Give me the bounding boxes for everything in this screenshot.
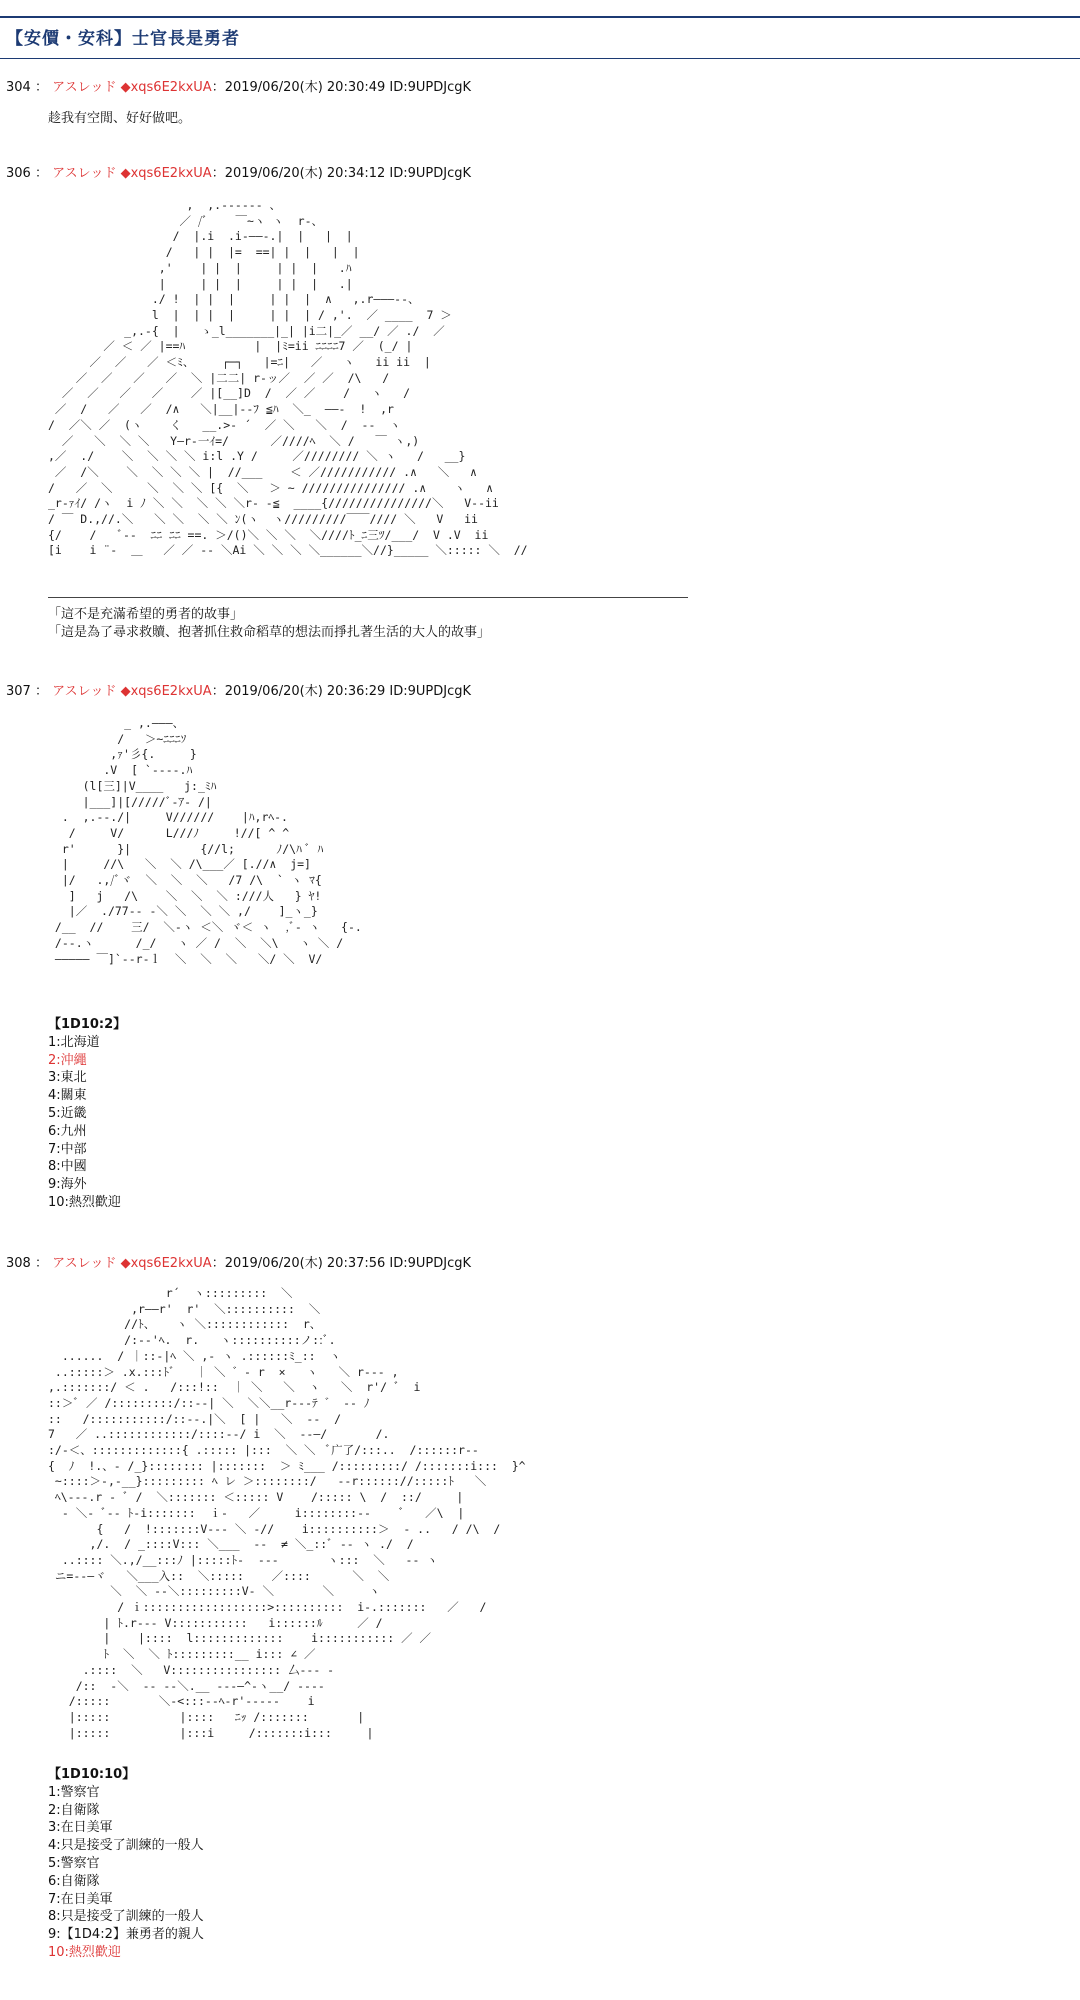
thread-title: 【安價・安科】士官長是勇者: [6, 29, 240, 49]
dice-result: 【1D10:2】: [48, 1017, 127, 1032]
top-rule: [0, 16, 1080, 18]
dice-list-307: [48, 1016, 126, 1212]
post-header-304: 304 ： アスレッド ◆xqs6E2kxUA：2019/06/20(木) 20:30:49 ID:9UPDJcgK: [6, 80, 472, 95]
post-header-307: 307 ： アスレッド ◆xqs6E2kxUA：2019/06/20(木) 20:36:29 ID:9UPDJcgK: [6, 684, 472, 699]
post-number[interactable]: 304: [6, 80, 31, 95]
list-item: 3:在日美軍: [48, 1820, 113, 1836]
list-item: 10:熱烈歡迎: [48, 1194, 121, 1210]
post-header-308: 308 ： アスレッド ◆xqs6E2kxUA：2019/06/20(木) 20:37:56 ID:9UPDJcgK: [6, 1256, 472, 1271]
poster-name: アスレッド: [52, 80, 117, 95]
list-item: 4:只是接受了訓練的一般人: [48, 1838, 204, 1854]
caption-line-1: 「這不是充滿希望的勇者的故事」: [48, 607, 244, 622]
caption-rule: [48, 597, 688, 598]
list-item: 6:九州: [48, 1123, 87, 1139]
list-item: 4:關東: [48, 1088, 87, 1104]
list-item: 1:警察官: [48, 1784, 100, 1800]
caption-line-2: 「這是為了尋求救贖、抱著抓住救命稻草的想法而掙扎著生活的大人的故事」: [48, 625, 491, 640]
dice-result: 【1D10:10】: [48, 1767, 136, 1782]
list-item: 9:海外: [48, 1177, 87, 1193]
poster-name: アスレッド: [52, 166, 117, 181]
dice-list-308: [48, 1766, 204, 1962]
poster-trip: ◆xqs6E2kxUA: [120, 80, 212, 95]
post-meta: ：2019/06/20(木) 20:34:12 ID:9UPDJcgK: [211, 166, 472, 181]
poster-name: アスレッド: [52, 684, 117, 699]
list-item: 9:【1D4:2】兼勇者的親人: [48, 1927, 204, 1943]
post-number[interactable]: 307: [6, 684, 31, 699]
poster-trip: ◆xqs6E2kxUA: [120, 684, 212, 699]
poster-trip: ◆xqs6E2kxUA: [120, 166, 212, 181]
list-item: 7:在日美軍: [48, 1891, 113, 1907]
ascii-art-soldier-small: _ ,.―――、 / ＞~ﾆﾆﾆｿ ,ｧ'彡{. } .V [ `‐‐‐‐.ﾊ (l[三]|V____ j:_ﾐﾊ |___]|[/////ﾞ‐ｱ‐ /| . ,.‐‐./| V////// |ﾊ,rﾍ‐. / V/ L///ﾉ !//[ ^ ^ r' }| {//l; ﾉ/\ﾊ ﾞ ﾊ | //\ ＼ ＼ /\___／ [.//∧ j=] |/ .,/ﾞヾ ＼ ＼ ＼ /7 /\ ` ヽ ﾏ{ ] j /\ ＼ ＼ ＼ :///人 } ﾔ! |／ ./77‐‐ ‐＼ ＼ ＼ ＼ ,/ ]_ヽ_} /__ // 三/ ＼‐ヽ ＜＼ ヾ＜ ヽ ,ﾞ‐ ヽ {‐. /‐‐.ヽ /_/ ヽ ／ / ＼ ＼\ ヽ ＼ / ――――― ￣]`‐‐r‐ｌ ＼ ＼ ＼ ＼/ ＼ V/: [54, 716, 362, 966]
poster-name: アスレッド: [52, 1256, 117, 1271]
poster-trip: ◆xqs6E2kxUA: [120, 1256, 212, 1271]
list-item-selected: 2:沖繩: [48, 1052, 87, 1068]
list-item: 8:只是接受了訓練的一般人: [48, 1909, 204, 1925]
list-item: 8:中國: [48, 1159, 87, 1175]
post-header-306: 306 ： アスレッド ◆xqs6E2kxUA：2019/06/20(木) 20:34:12 ID:9UPDJcgK: [6, 166, 472, 181]
list-item: 2:自衛隊: [48, 1802, 100, 1818]
ascii-art-helmet-armor: , ,.-‐‐‐‐‐ 、 ／ /ﾞ ￣~ヽ ヽ r‐、 / |.i .i-――-.| | | | / | | |= ==| | | | | ,' | | | | | | .ﾊ | | | | | | | .| ./ ! | | | | | | ∧ ,.r―――‐-、 l | | | | | | | / ,'. ／ ____ 7 ＞ _,.-{ | ゝ_l_______|_| |i二|_／ __/ ／ ./ ／ ／ ＜ ／ |==ﾊ | |ﾐ=ii ﾆﾆﾆﾆ7 ／ (_/ | ／ ／ ／ ＜ﾐ、 ┌─┐ |=ﾆ| ／ ヽ ii ii | ／ ／ ／ ／ ＼ |二二| r‐ッ／ ／ ／ /\ / ／ ／ ／ ／ ／ |[__]D / ／ ／ / ヽ / ／ / ／ ／ /∧ ＼|__|‐‐ﾌ ≦ﾊ ＼_ ――- ! ,r / ／＼ ／ (ヽ く __.>‐ ´ ／ ＼ ＼ / ‐- ヽ ／ ＼ ＼ ＼ Y―r-一ｲ=/ ／////ﾍ ＼ / ￣ ヽ,) ,／ ./ ＼ ＼ ＼ ＼ i:l .Y / ／//////// ＼ ヽ / __} ／ /＼ ＼ ＼ ＼ ＼ | //___ ＜ ／/////////// .∧ ＼ ∧ / ／ ＼ ＼ ＼ ＼ [{ ＼ ＞ ~ /////////////// .∧ ヽ ∧ _r-ｧｲ/ /ヽ i ﾉ ＼ ＼ ＼ ＼ ＼r‐ ‐≦ ____{///////////////＼ V‐‐ii / ￣ D.,//.＼ ＼ ＼ ＼ ＼ ﾝ(ヽ ヽ/////////￣￣//// ＼ V ii {/ / ﾞ‐‐ ﾆﾆ ﾆﾆ ==. ＞/()＼ ＼ ＼ ＼////ﾄ_ﾆ三ﾂ/___/ V .V ii [i i ¨‐ ＿ ／ ／ ‐‐ ＼Ai ＼ ＼ ＼ ＼______＼//}_____ ＼::::: ＼ //: [48, 198, 528, 558]
list-item: 5:警察官: [48, 1855, 100, 1871]
list-item-selected: 10:熱烈歡迎: [48, 1944, 121, 1960]
post-meta: ：2019/06/20(木) 20:37:56 ID:9UPDJcgK: [211, 1256, 472, 1271]
list-item: 6:自衛隊: [48, 1873, 100, 1889]
post-meta: ：2019/06/20(木) 20:30:49 ID:9UPDJcgK: [211, 80, 472, 95]
ascii-art-soldier-large: r´ ヽ::::::::: ＼ ,r――r' r' ＼:::::::::: ＼ //ﾄ、 ヽ ＼:::::::::::: r、 /:‐‐'ﾍ. r. ヽ::::::::::ノ::ﾞ. ...... / ｜::‐|ﾍ ＼ ,‐ ヽ .::::::ﾐ_:: ヽ ..:::::＞ .x.:::ﾄﾞ ｜ ＼ ゛‐ r × ヽ ＼ r‐‐‐ , ,.:::::::/ ＜ . /:::!:: ｜ ＼ ＼ ヽ ＼ r'/ ﾞ i ::＞ﾞ ／ /:::::::::/::‐‐| ＼ ＼＼__r‐‐‐ﾃ ゛ ‐‐ ﾉ :: /:::::::::::/::‐‐.|＼ [ | ＼ ‐‐ / 7 ／ ..::::::::::::/::::‐‐/ i ＼ ‐‐―/ /. :/‐＜、:::::::::::::{ .::::: |::: ＼ ＼ ﾞ广了/:::.. /::::::r‐‐ { ﾉ !.、‐ /_}:::::::: |::::::: ＞ ﾐ___ /:::::::::/ /:::::::i::: }^ ~::::＞‐,‐__}::::::::: ﾍ レ ＞::::::::/ ‐‐r:::::://:::::ﾄ ＼ ﾍ\‐‐‐.r ‐ ﾞ / ＼::::::: ＜::::: V /::::: \ / ::/ | ‐ ＼‐ ﾞ‐‐ ﾄ‐i::::::: ｉ‐ ／ i::::::::‐‐ ﾞ ／\ | { / !:::::::V‐‐‐ ＼ ‐// i::::::::::＞ ‐ .. / /\ / ,/. / _::::V::: ＼___ ‐‐ ≠ ＼_::ﾞ ‐‐ ヽ ./ / ..:::: ＼.,/__:::ﾉ |:::::ﾄ‐ ‐‐‐ ヽ::: ＼ ‐‐ ヽ ニ=‐‐―ヾ ＼___入:: ＼::::: ／:::: ＼ ＼ ＼ ＼ ‐‐＼:::::::::V‐ ＼ ＼ ヽ / ｉ::::::::::::::::::>:::::::::: i‐.::::::: ／ / | ﾄ.r‐‐‐ V::::::::::: i::::::ﾙ ／ / | |:::: l::::::::::::: i::::::::::: ／ ／ ﾄ ＼ ＼ ﾄ:::::::::__ i::: ∠ ／ .:::: ＼ V:::::::::::::::: 厶‐‐‐ ‐ /:: ‐＼ ‐‐ ‐‐＼.__ ‐‐‐―^‐ヽ__/ ‐‐‐‐ /::::: ＼‐<:::‐‐ﾍ‐r'‐‐‐‐‐ i |::::: |:::: ﾆｯ /::::::: | |::::: |:::i /:::::::i::: |: [48, 1286, 526, 1740]
list-item: 3:東北: [48, 1070, 87, 1086]
post-number[interactable]: 306: [6, 166, 31, 181]
list-item: 5:近畿: [48, 1105, 87, 1121]
list-item: 1:北海道: [48, 1034, 100, 1050]
title-rule: [0, 58, 1080, 59]
post-number[interactable]: 308: [6, 1256, 31, 1271]
post-meta: ：2019/06/20(木) 20:36:29 ID:9UPDJcgK: [211, 684, 472, 699]
post-body-304: 趁我有空閒、好好做吧。: [48, 111, 192, 126]
list-item: 7:中部: [48, 1141, 87, 1157]
